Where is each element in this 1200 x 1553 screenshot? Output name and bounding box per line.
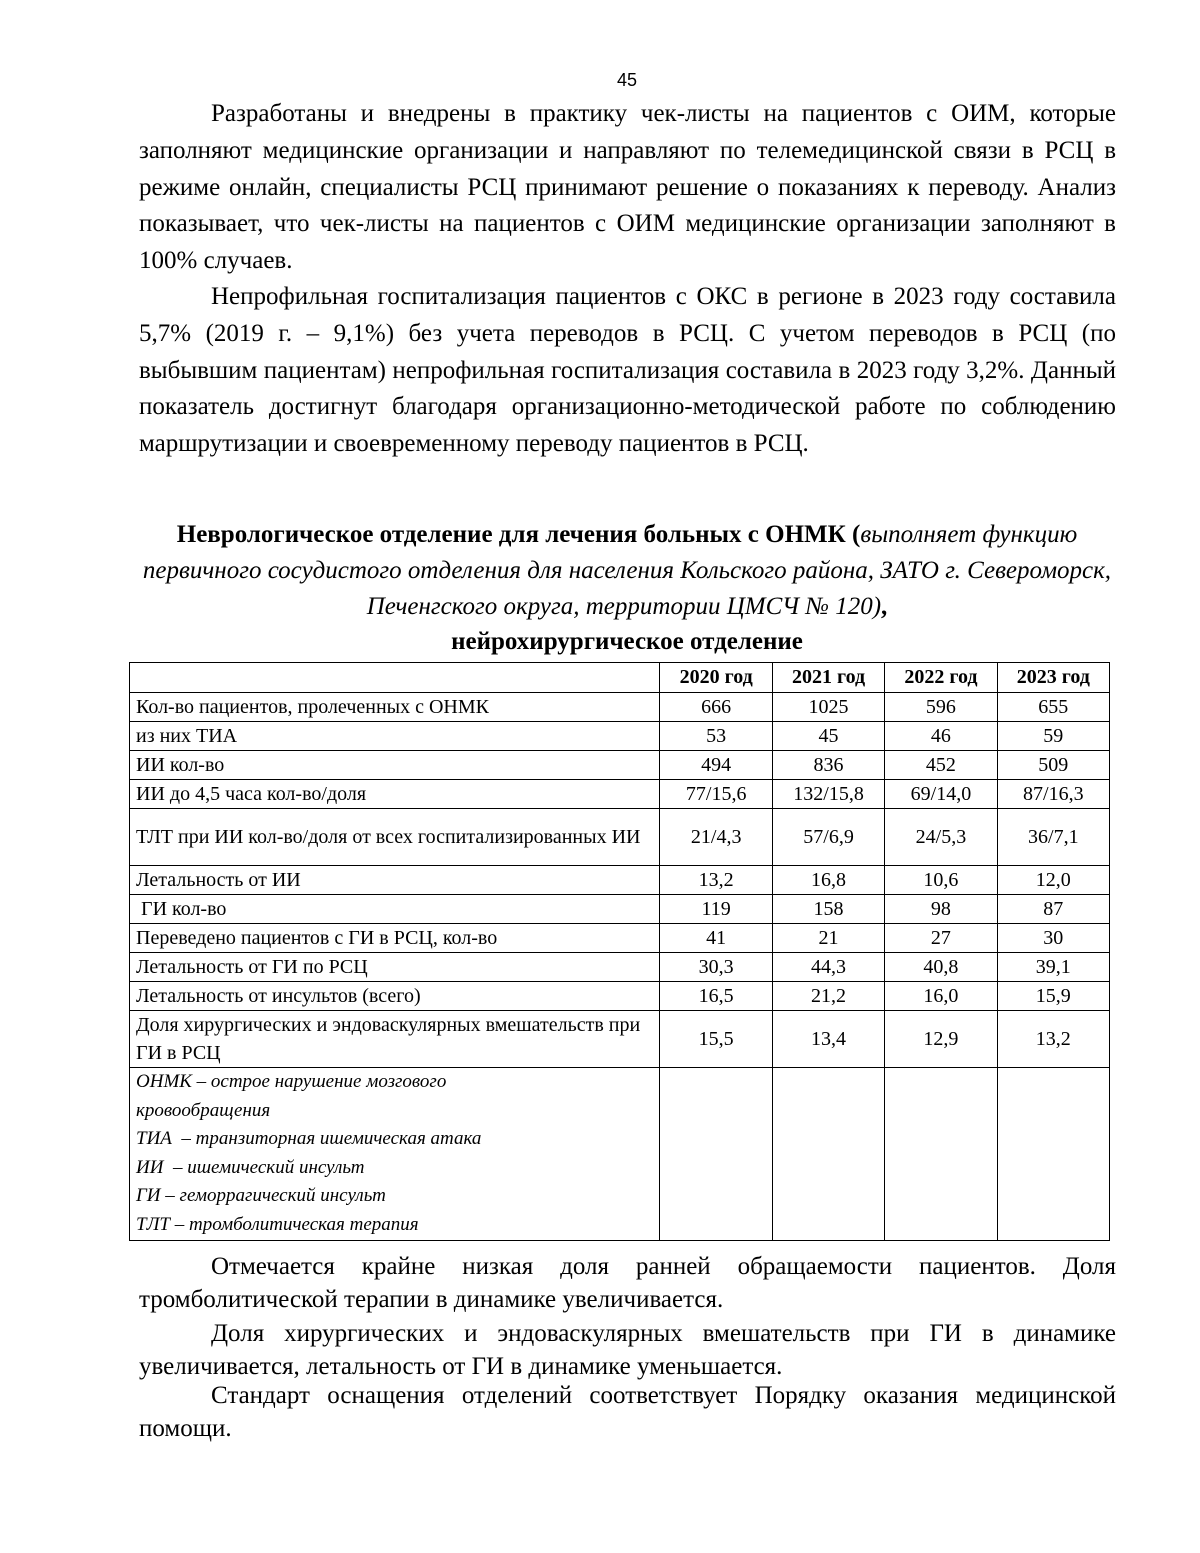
section-subheading: нейрохирургическое отделение <box>451 628 803 655</box>
statistics-table <box>129 662 1110 1241</box>
cell-value: 98 <box>885 895 997 924</box>
table-row <box>130 693 1110 722</box>
legend-line: ТИА – транзиторная ишемическая атака <box>136 1128 482 1150</box>
table-row <box>130 953 1110 982</box>
cell-value: 655 <box>997 693 1109 722</box>
table-row <box>130 1011 1110 1068</box>
paragraph-early-admission: Отмечается крайне низкая доля ранней обращаемости пациентов. Доля тромболитической терапии в динамике увеличивается. <box>139 1253 1116 1313</box>
legend-line: ИИ – ишемический инсульт <box>136 1156 365 1178</box>
cell-value: 15,9 <box>997 982 1109 1011</box>
cell-value: 16,0 <box>885 982 997 1011</box>
table-row <box>130 895 1110 924</box>
cell-value: 57/6,9 <box>772 809 884 866</box>
cell-value: 77/15,6 <box>660 780 772 809</box>
heading-bold-part: Неврологическое отделение для лечения больных с ОНМК ( <box>176 521 861 548</box>
cell-value: 13,2 <box>997 1011 1109 1068</box>
table-row <box>130 924 1110 953</box>
table-header-row <box>130 663 1110 693</box>
cell-value: 494 <box>660 751 772 780</box>
cell-value: 59 <box>997 722 1109 751</box>
cell-value: 44,3 <box>772 953 884 982</box>
heading-italic-part: выполняет функцию первичного сосудистого отделения для населения Кольского района, ЗАТО г. Североморск, Печенгского округа, территории ЦМСЧ № 120) <box>142 521 1112 620</box>
table-row <box>130 722 1110 751</box>
cell-value: 1025 <box>772 693 884 722</box>
cell-value: 16,8 <box>772 866 884 895</box>
cell-value: 452 <box>885 751 997 780</box>
row-label: ТЛТ при ИИ кол-во/доля от всех госпитализированных ИИ <box>130 809 660 866</box>
cell-value: 21/4,3 <box>660 809 772 866</box>
paragraph-hospitalization: Непрофильная госпитализация пациентов с ОКС в регионе в 2023 году составила 5,7% (2019 г. – 9,1%) без учета переводов в РСЦ. С учетом переводов в РСЦ (по выбывшим пациентам) непрофильная госпитализация составила в 2023 году 3,2%. Данный показатель достигнут благодаря организационно-методической работе по соблюдению маршрутизации и своевременному переводу пациентов в РСЦ. <box>139 283 1116 458</box>
row-label: ИИ до 4,5 часа кол-во/доля <box>130 780 660 809</box>
legend-line: ГИ – геморрагический инсульт <box>136 1185 386 1207</box>
cell-value: 15,5 <box>660 1011 772 1068</box>
cell-value: 132/15,8 <box>772 780 884 809</box>
empty-cell <box>885 1068 997 1241</box>
row-label: ИИ кол-во <box>130 751 660 780</box>
cell-value: 12,0 <box>997 866 1109 895</box>
row-label: Кол-во пациентов, пролеченных с ОНМК <box>130 693 660 722</box>
row-label: Летальность от ИИ <box>130 866 660 895</box>
empty-cell <box>660 1068 772 1241</box>
row-label: ГИ кол-во <box>130 895 660 924</box>
table-row <box>130 780 1110 809</box>
table-header-year: 2023 год <box>997 663 1109 693</box>
table-header-year: 2021 год <box>772 663 884 693</box>
empty-cell <box>772 1068 884 1241</box>
row-label: Летальность от ГИ по РСЦ <box>130 953 660 982</box>
table-row <box>130 866 1110 895</box>
cell-value: 16,5 <box>660 982 772 1011</box>
cell-value: 24/5,3 <box>885 809 997 866</box>
cell-value: 13,4 <box>772 1011 884 1068</box>
legend-line: кровообращения <box>136 1099 271 1121</box>
row-label: Переведено пациентов с ГИ в РСЦ, кол-во <box>130 924 660 953</box>
cell-value: 45 <box>772 722 884 751</box>
cell-value: 666 <box>660 693 772 722</box>
cell-value: 30,3 <box>660 953 772 982</box>
cell-value: 39,1 <box>997 953 1109 982</box>
cell-value: 596 <box>885 693 997 722</box>
cell-value: 10,6 <box>885 866 997 895</box>
heading-bold-tail: , <box>881 593 888 620</box>
row-label: Доля хирургических и эндоваскулярных вмешательств при ГИ в РСЦ <box>130 1011 660 1068</box>
table-row <box>130 982 1110 1011</box>
cell-value: 36/7,1 <box>997 809 1109 866</box>
cell-value: 13,2 <box>660 866 772 895</box>
paragraph-equipment-standard: Стандарт оснащения отделений соответствует Порядку оказания медицинской помощи. <box>139 1382 1116 1442</box>
abbreviations-legend <box>130 1068 660 1241</box>
table-header-year: 2022 год <box>885 663 997 693</box>
legend-line: ОНМК – острое нарушение мозгового <box>136 1071 447 1092</box>
row-label: из них ТИА <box>130 722 660 751</box>
cell-value: 158 <box>772 895 884 924</box>
table-row <box>130 809 1110 866</box>
table-legend-row <box>130 1068 1110 1241</box>
table-row <box>130 751 1110 780</box>
cell-value: 41 <box>660 924 772 953</box>
table-header-empty <box>130 663 660 693</box>
cell-value: 119 <box>660 895 772 924</box>
cell-value: 21 <box>772 924 884 953</box>
cell-value: 69/14,0 <box>885 780 997 809</box>
section-heading <box>130 517 1124 625</box>
legend-line: ТЛТ – тромболитическая терапия <box>136 1213 419 1235</box>
cell-value: 53 <box>660 722 772 751</box>
cell-value: 46 <box>885 722 997 751</box>
cell-value: 87 <box>997 895 1109 924</box>
cell-value: 27 <box>885 924 997 953</box>
cell-value: 87/16,3 <box>997 780 1109 809</box>
cell-value: 40,8 <box>885 953 997 982</box>
page-number: 45 <box>616 70 638 90</box>
table-header-year: 2020 год <box>660 663 772 693</box>
paragraph-surgical-share: Доля хирургических и эндоваскулярных вмешательств при ГИ в динамике увеличивается, летальность от ГИ в динамике уменьшается. <box>139 1320 1116 1380</box>
cell-value: 509 <box>997 751 1109 780</box>
empty-cell <box>997 1068 1109 1241</box>
cell-value: 12,9 <box>885 1011 997 1068</box>
cell-value: 21,2 <box>772 982 884 1011</box>
cell-value: 836 <box>772 751 884 780</box>
cell-value: 30 <box>997 924 1109 953</box>
paragraph-checklists: Разработаны и внедрены в практику чек-листы на пациентов с ОИМ, которые заполняют медицинские организации и направляют по телемедицинской связи в РСЦ в режиме онлайн, специалисты РСЦ принимают решение о показаниях к переводу. Анализ показывает, что чек-листы на пациентов с ОИМ медицинские организации заполняют в 100% случаев. <box>139 100 1116 275</box>
row-label: Летальность от инсультов (всего) <box>130 982 660 1011</box>
